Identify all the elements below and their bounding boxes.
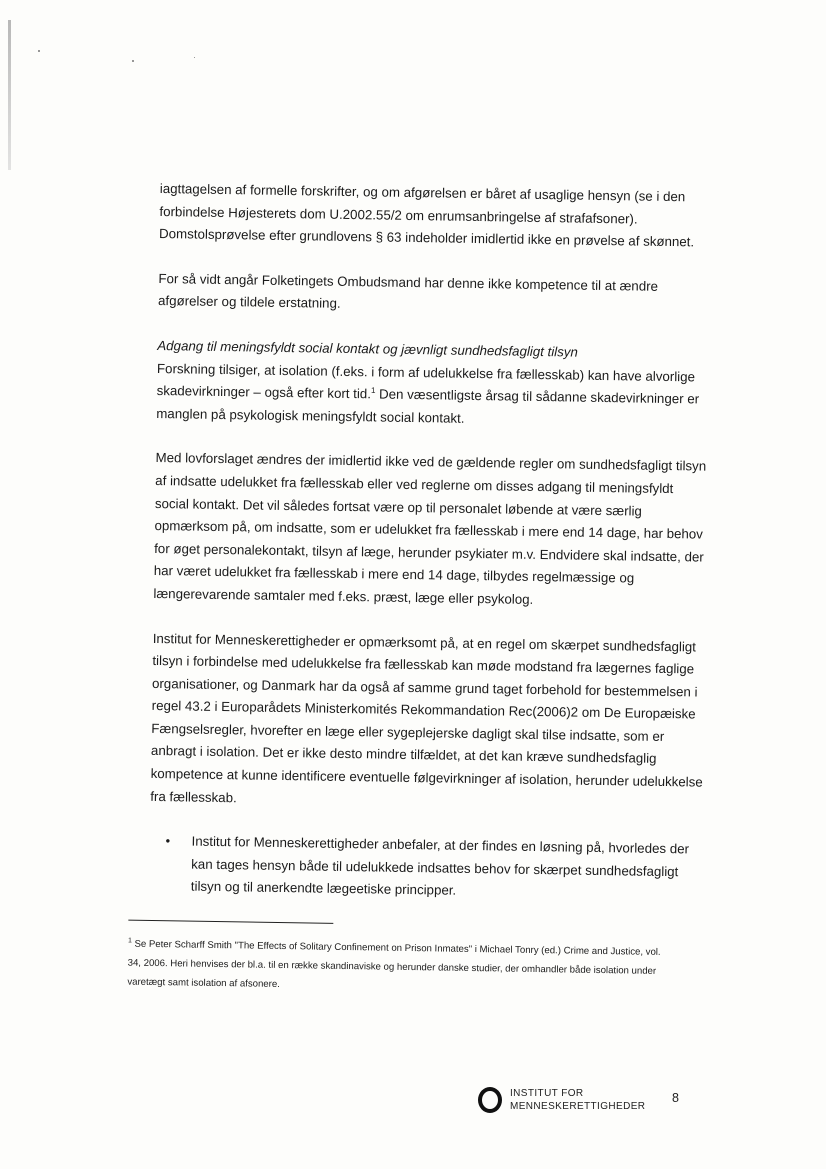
bullet-text: Institut for Menneskerettigheder anbefaler, at der findes en løsning på, hvorledes der kan tages hensyn både til udelukkede indsattes behov for skærpet sundhedsfagligt tilsyn og til anerkendte lægeetiske principper. bbox=[190, 833, 690, 899]
recommendation-bullet bbox=[149, 830, 705, 906]
bullet-symbol: • bbox=[165, 833, 171, 849]
paragraph-4: Med lovforslaget ændres der imidlertid ikke ved de gældende regler om sundhedsfagligt tilsyn af indsatte udelukket fra fællesskab eller ved reglerne om disses adgang til meningsfyldt social kontakt. Det vil således fortsat være op til personalet løbende at være særlig opmærksom på, om indsatte, som er udelukket fra fællesskab i mere end 14 dage, har behov for øget personalekontakt, tilsyn af læge, herunder psykiater m.v. Endvidere skal indsatte, der har været udelukket fra fællesskab i mere end 14 dage, tilbydes regelmæssige og længerevarende samtaler med f.eks. præst, læge eller psykolog. bbox=[153, 450, 707, 607]
scan-edge-shadow bbox=[8, 20, 11, 170]
document-body bbox=[127, 178, 715, 1001]
footnote-marker: 1 bbox=[127, 937, 132, 945]
logo-ring-icon bbox=[478, 1087, 502, 1113]
section-text-end: Den væsentligste årsag til sådanne skadevirkninger er manglen på psykologisk meningsfyldt social kontakt. bbox=[156, 386, 700, 426]
scan-speck bbox=[38, 50, 40, 52]
paragraph-1: iagttagelsen af formelle forskrifter, og om afgørelsen er båret af usaglige hensyn (se i den forbindelse Højesterets dom U.2002.55/2 om enrumsanbringelse af strafafsoner). Domstolsprøvelse efter grundlovens § 63 indeholder imidlertid ikke en prøvelse af skønnet. bbox=[159, 180, 695, 250]
section-paragraph bbox=[156, 335, 712, 434]
section-text-start: Forskning tilsiger, at isolation (f.eks. i form af udelukkelse fra fællesskab) kan have alvorlige skadevirkninger – også efter kort tid. bbox=[156, 360, 696, 402]
institute-logo bbox=[478, 1087, 645, 1113]
paragraph-2: For så vidt angår Folketingets Ombudsmand har denne ikke kompetence til at ændre afgørelser og tildele erstatning. bbox=[157, 270, 659, 312]
section-heading: Adgang til meningsfyldt social kontakt og jævnligt sundhedsfagligt tilsyn bbox=[157, 337, 579, 360]
footnote-separator bbox=[128, 920, 333, 924]
scan-speck bbox=[132, 60, 134, 62]
logo-line-1: INSTITUT FOR bbox=[510, 1088, 584, 1099]
scan-speck bbox=[194, 57, 195, 58]
paragraph-5: Institut for Menneskerettigheder er opmærksomt på, at en regel om skærpet sundhedsfagligt tilsyn i forbindelse med udelukkelse fra fællesskab kan møde modstand fra lægernes faglige organisationer, og Danmark har da også af samme grund taget forbehold for bestemmelsen i regel 43.2 i Europarådets Ministerkomités Rekommandation Rec(2006)2 om De Europæiske Fængselsregler, hvorefter en læge eller sygeplejerske dagligt skal tilse indsatte, som er anbragt i isolation. Det er ikke desto mindre tilfældet, at det kan kræve sundhedsfaglig kompetence at kunne identificere eventuelle følgevirkninger af isolation, herunder udelukkelse fra fællesskab. bbox=[150, 630, 703, 805]
footnote-text: Se Peter Scharff Smith "The Effects of Solitary Confinement on Prison Inmates" i Michael Tonry (ed.) Crime and Justice, vol. 34, 2006. Heri henvises der bl.a. til en række skandinaviske og herunder danske studier, der omhandler både isolation under varetægt samt isolation af afsonere. bbox=[127, 938, 661, 991]
page-number: 8 bbox=[672, 1091, 679, 1105]
footnote-reference: 1 bbox=[370, 386, 376, 396]
footnote bbox=[127, 935, 663, 1000]
logo-line-2: MENNESKERETTIGHEDER bbox=[510, 1101, 646, 1112]
